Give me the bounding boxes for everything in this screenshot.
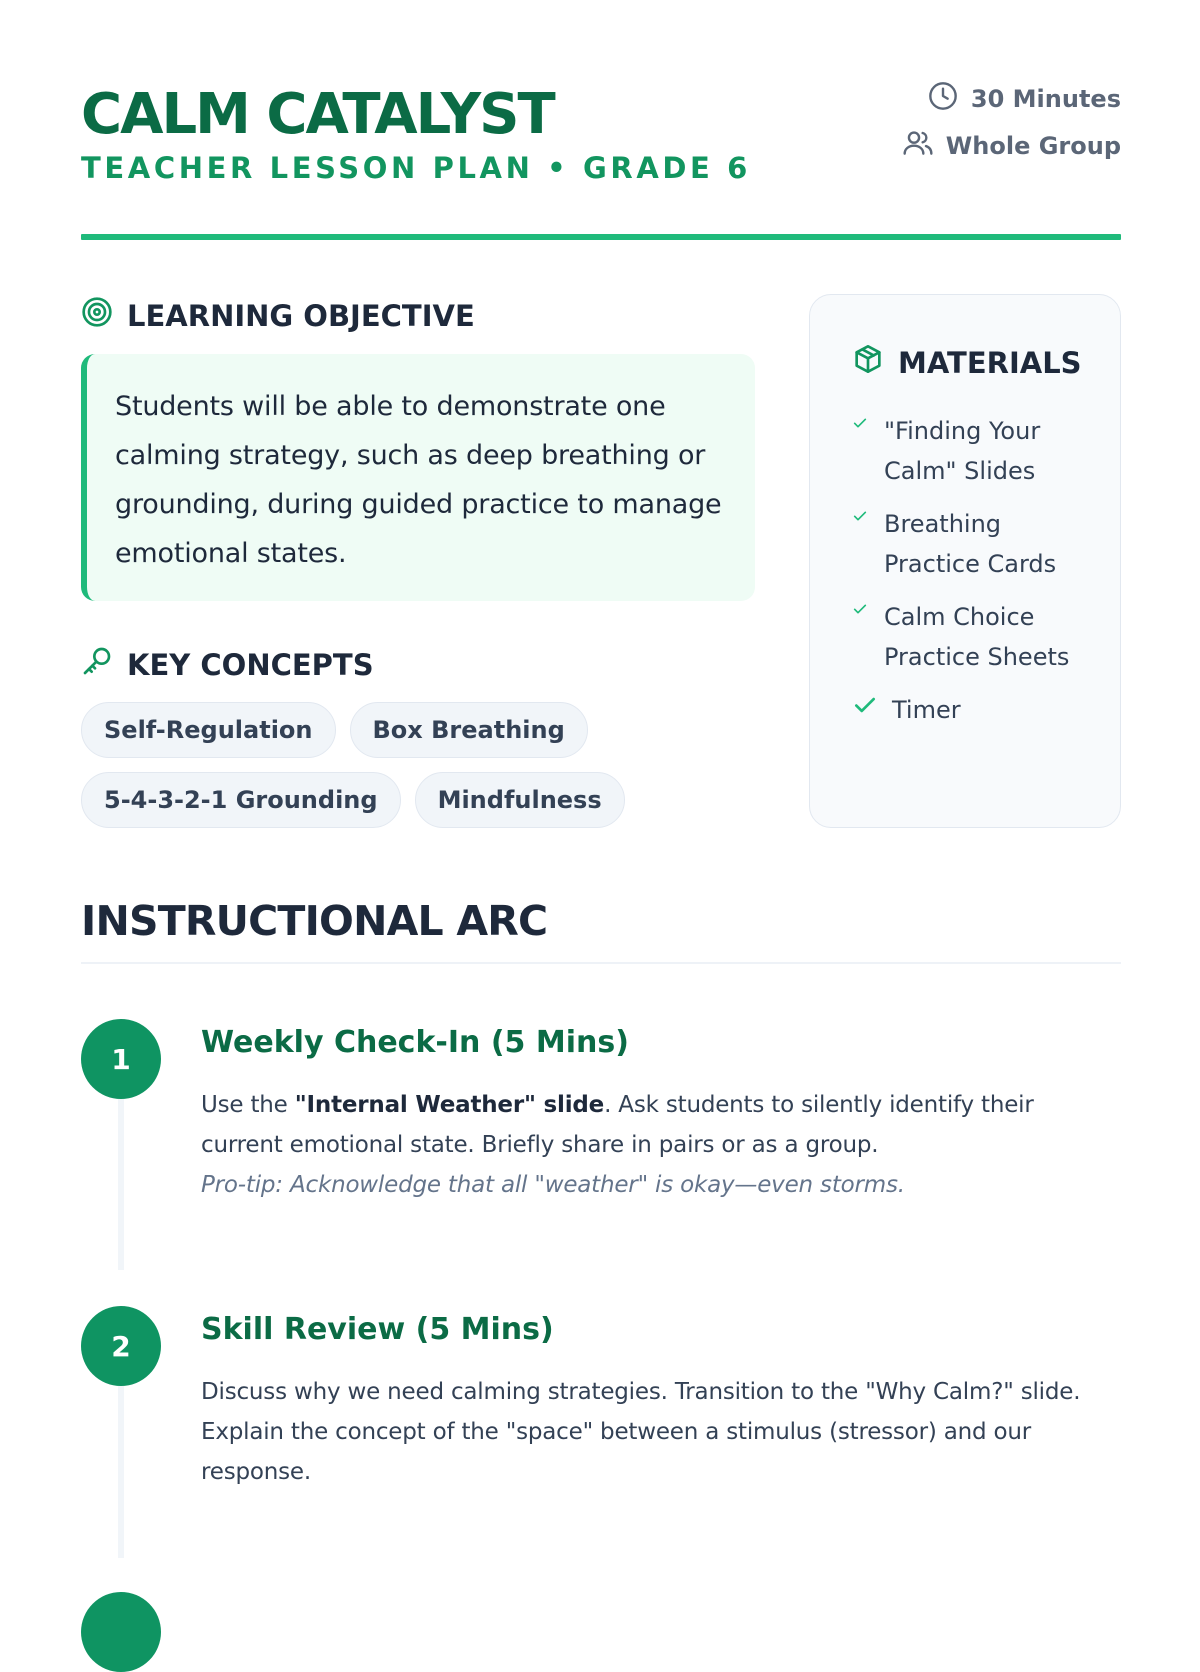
grouping-label: Whole Group: [945, 132, 1121, 160]
step-text-emphasis: "Internal Weather" slide: [294, 1092, 605, 1118]
step-text: Use the: [201, 1092, 295, 1118]
step-pro-tip: Pro-tip: Acknowledge that all "weather" is okay—even storms.: [201, 1172, 905, 1198]
lesson-plan-page: [81, 0, 1121, 1600]
page-subtitle: TEACHER LESSON PLAN • GRADE 6: [81, 151, 751, 185]
key-concepts-list: [81, 702, 701, 842]
learning-objective-label: LEARNING OBJECTIVE: [127, 298, 475, 333]
check-icon: [852, 690, 878, 730]
concept-pill: Mindfulness: [415, 772, 625, 828]
key-concepts-heading: [81, 645, 374, 684]
materials-heading: [852, 343, 1082, 382]
materials-item-label: Calm Choice Practice Sheets: [884, 603, 1070, 671]
page-title: CALM CATALYST: [81, 82, 554, 147]
learning-objective-heading: [81, 296, 475, 335]
users-icon: [902, 127, 934, 165]
step-title: Weekly Check-In (5 Mins): [201, 1025, 629, 1060]
concept-pill: Box Breathing: [350, 702, 588, 758]
header-divider: [81, 234, 1121, 240]
step-title: Skill Review (5 Mins): [201, 1312, 554, 1347]
step-description: [201, 1085, 1106, 1205]
learning-objective-box: [81, 354, 755, 601]
check-icon: [852, 597, 870, 677]
concept-row: [81, 702, 701, 758]
materials-item: [852, 597, 1092, 677]
materials-item-label: Breathing Practice Cards: [884, 510, 1057, 578]
materials-item-label: "Finding Your Calm" Slides: [884, 417, 1041, 485]
learning-objective-text: Students will be able to demonstrate one calming strategy, such as deep breathing or grounding, during guided practice to manage emotional states.: [115, 391, 722, 569]
step-description: Discuss why we need calming strategies. Transition to the "Why Calm?" slide. Explain the concept of the "space" between a stimulus (stressor) and our response.: [201, 1379, 1081, 1485]
materials-item: [852, 504, 1092, 584]
concept-pill: Self-Regulation: [81, 702, 336, 758]
check-icon: [852, 504, 870, 584]
package-icon: [852, 343, 884, 382]
timeline-connector: [118, 1386, 124, 1558]
concept-row: [81, 772, 701, 828]
arc-divider: [81, 962, 1121, 964]
duration-meta: [902, 82, 1121, 116]
materials-item-label: Timer: [892, 696, 961, 724]
materials-card: [809, 294, 1121, 828]
clock-icon: [927, 80, 959, 118]
key-concepts-label: KEY CONCEPTS: [127, 647, 374, 682]
materials-item: [852, 411, 1092, 491]
step-number-badge: 2: [81, 1306, 161, 1386]
step-number-badge: 1: [81, 1019, 161, 1099]
target-icon: [81, 296, 113, 335]
duration-label: 30 Minutes: [970, 85, 1121, 113]
timeline-connector: [118, 1099, 124, 1270]
check-icon: [852, 411, 870, 491]
lesson-meta: [902, 82, 1121, 176]
concept-pill: 5-4-3-2-1 Grounding: [81, 772, 401, 828]
grouping-meta: [902, 129, 1121, 163]
step-text: . Ask students to silently identify their current emotional state. Briefly share in pairs or as a group.: [201, 1092, 1034, 1158]
instructional-arc-heading: INSTRUCTIONAL ARC: [81, 897, 548, 945]
step-number-badge: [81, 1592, 161, 1672]
materials-label: MATERIALS: [898, 345, 1082, 380]
materials-item: [852, 690, 1092, 730]
key-icon: [81, 645, 113, 684]
materials-list: [852, 411, 1092, 743]
